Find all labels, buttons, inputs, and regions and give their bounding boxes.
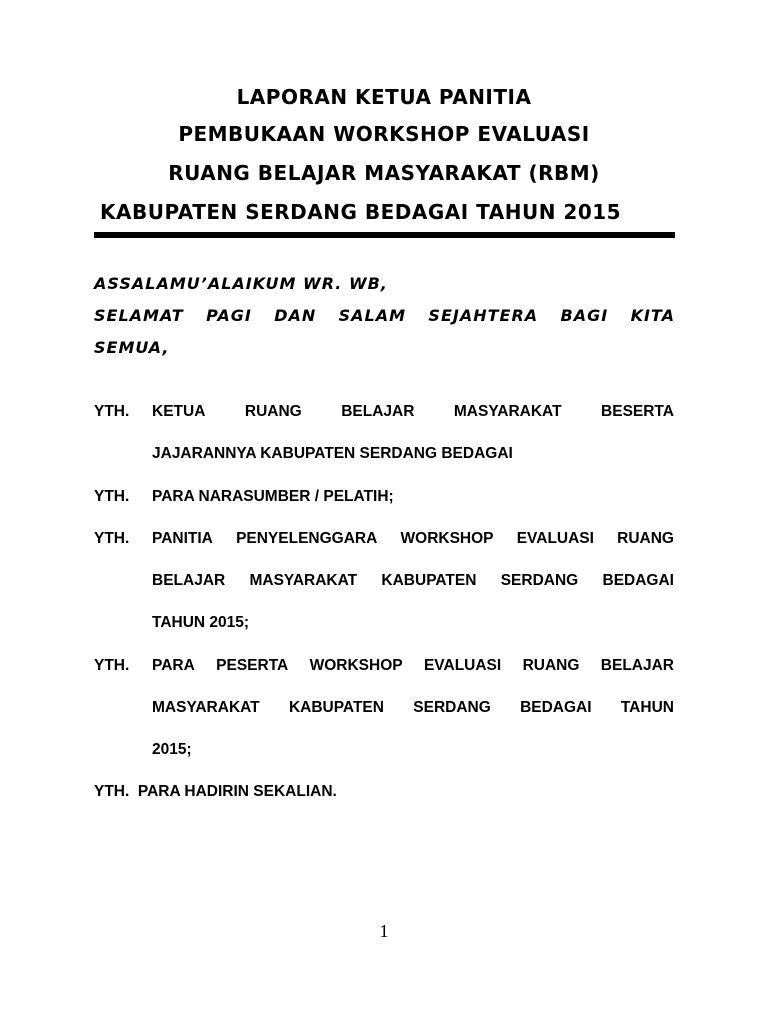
addressee-4-line-2 — [152, 699, 674, 717]
addressee-3-line-1 — [152, 530, 674, 548]
addressee-word: RUANG — [522, 657, 580, 674]
title-line-1: LAPORAN KETUA PANITIA — [236, 85, 532, 109]
addressee-word: KABUPATEN — [288, 699, 384, 716]
yth-prefix: YTH. — [94, 530, 130, 547]
addressee-word: KABUPATEN — [381, 572, 477, 589]
addressee-word: TAHUN — [620, 699, 674, 716]
addressee-word: MASYARAKAT — [249, 572, 358, 589]
addressee-word: PARA — [152, 657, 195, 674]
title-line-2: PEMBUKAAN WORKSHOP EVALUASI — [178, 122, 590, 146]
addressee-word: MASYARAKAT — [152, 699, 260, 716]
addressee-word: MASYARAKAT — [453, 403, 562, 420]
addressee-1-line-1 — [152, 403, 674, 421]
greeting-line-3: SEMUA, — [94, 338, 170, 357]
title-line-4: KABUPATEN SERDANG BEDAGAI TAHUN 2015 — [100, 200, 622, 224]
addressee-word: EVALUASI — [423, 657, 502, 674]
addressee-3-line-3: TAHUN 2015; — [152, 614, 250, 631]
greeting-line-1: ASSALAMU’ALAIKUM WR. WB, — [94, 274, 388, 293]
greeting-word: SELAMAT — [94, 306, 184, 325]
addressee-4-line-1 — [152, 657, 674, 675]
addressee-word: RUANG — [617, 530, 674, 547]
addressee-word: SERDANG — [413, 699, 491, 716]
greeting-word: DAN — [274, 306, 317, 325]
addressee-word: BEDAGAI — [520, 699, 592, 716]
greeting-word: KITA — [630, 306, 675, 325]
addressee-3-line-2 — [152, 572, 674, 590]
greeting-word: SEJAHTERA — [428, 306, 539, 325]
addressee-word: BELAJAR — [341, 403, 415, 420]
addressee-word: PESERTA — [216, 657, 289, 674]
page-number: 1 — [379, 921, 389, 941]
addressee-word: RUANG — [244, 403, 302, 420]
addressee-1-line-2: JAJARANNYA KABUPATEN SERDANG BEDAGAI — [152, 445, 513, 462]
title-divider — [94, 232, 675, 238]
addressee-word: PANITIA — [152, 530, 213, 547]
title-line-3: RUANG BELAJAR MASYARAKAT (RBM) — [168, 161, 600, 185]
yth-prefix: YTH. — [94, 657, 130, 674]
yth-prefix: YTH. — [94, 403, 130, 420]
addressee-2-line-1: PARA NARASUMBER / PELATIH; — [152, 488, 394, 505]
greeting-word: PAGI — [206, 306, 252, 325]
addressee-5: YTH. PARA HADIRIN SEKALIAN. — [94, 783, 337, 800]
greeting-word: BAGI — [560, 306, 609, 325]
greeting-word: SALAM — [338, 306, 407, 325]
addressee-word: PENYELENGGARA — [236, 530, 378, 547]
addressee-word: KETUA — [152, 403, 206, 420]
addressee-word: BEDAGAI — [602, 572, 674, 589]
addressee-word: BELAJAR — [600, 657, 674, 674]
addressee-word: WORKSHOP — [309, 657, 403, 674]
addressee-4-line-3: 2015; — [152, 741, 192, 758]
addressee-word: WORKSHOP — [400, 530, 494, 547]
addressee-word: BESERTA — [601, 403, 674, 420]
addressee-word: SERDANG — [500, 572, 579, 589]
yth-prefix: YTH. — [94, 488, 130, 505]
addressee-word: BELAJAR — [152, 572, 226, 589]
addressee-word: EVALUASI — [516, 530, 594, 547]
greeting-line-2 — [94, 306, 675, 325]
